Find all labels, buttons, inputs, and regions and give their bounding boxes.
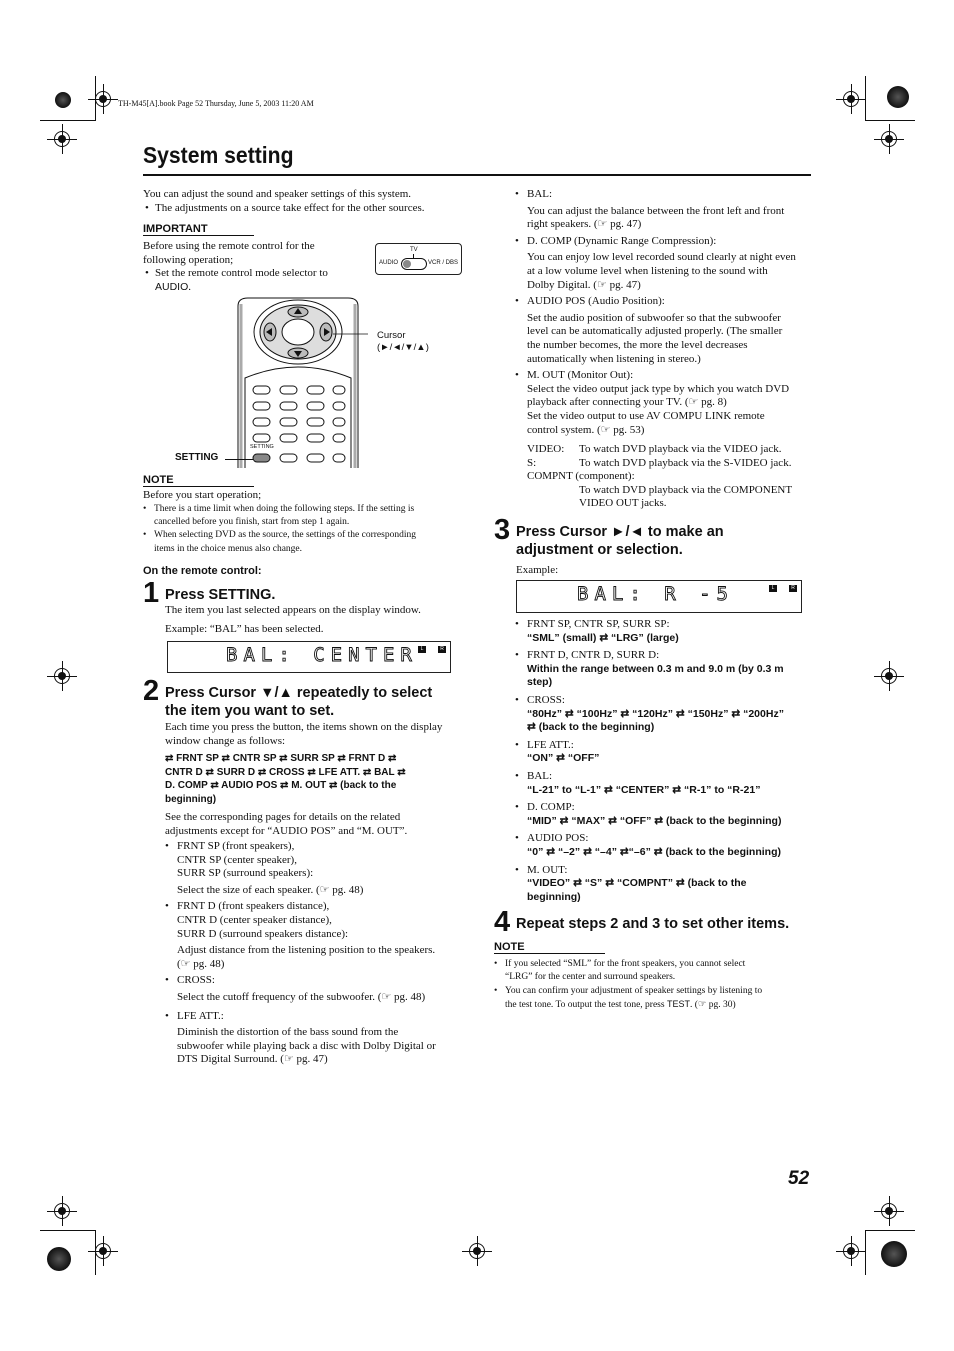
indicator-r: R [789, 585, 797, 592]
intro-line: You can adjust the sound and speaker settings of this system. [143, 188, 412, 200]
step3-example-label: Example: [516, 564, 559, 576]
setting-button-label: SETTING [175, 452, 219, 463]
indicator-r: R [438, 646, 446, 653]
registration-mark-bl [43, 1237, 83, 1277]
note-text: Before you start operation; • There is a time limit when doing the following steps. If the setting is cancelled before you finish, start from step 1 again. • When selecting DVD as the source, the settings of the corresponding items in the choice menus also change. [143, 489, 416, 554]
registration-mark-tl [43, 80, 83, 120]
intro-text [143, 188, 473, 215]
crop-line [865, 1230, 915, 1231]
setting-leader-line [225, 459, 253, 460]
registration-mark-crosshair-tl2 [47, 124, 77, 154]
audio-mode-value: AUDIO [155, 280, 189, 293]
note2-text: • If you selected “SML” for the front speakers, you cannot select “LRG” for the center and surround speakers. • You can confirm your adjustment of speaker settings by listening to the test tone. To output the test tone, press TEST. (☞ pg. 30) [494, 959, 763, 1011]
display-example-center [167, 641, 451, 673]
crop-line [95, 76, 96, 121]
step2-title: Press Cursor ▼/▲ repeatedly to select the item you want to set. [165, 685, 433, 719]
step1-text: The item you last selected appears on the display window. Example: “BAL” has been selected. [165, 604, 421, 635]
registration-mark-crosshair-ml [47, 661, 77, 691]
cursor-label: Cursor (►/◄/▼/▲) [377, 330, 429, 353]
step2-intro: Each time you press the button, the items shown on the display window change as follows: [165, 721, 443, 747]
page-number: 52 [788, 1168, 810, 1189]
page-title: System setting [143, 142, 294, 168]
setting-small-label: SETTING [250, 444, 274, 450]
note-heading: NOTE [143, 474, 254, 487]
registration-mark-crosshair-br [836, 1236, 866, 1266]
registration-mark-br [877, 1237, 917, 1277]
display-text: BAL: CENTER [226, 644, 418, 666]
title-rule [143, 174, 811, 176]
registration-mark-crosshair-tr2 [874, 124, 904, 154]
step3-title: Press Cursor ►/◄ to make an adjustment or selection. [516, 524, 724, 558]
registration-mark-crosshair-tl [88, 84, 118, 114]
remote-control-drawing [228, 296, 368, 468]
on-remote-heading: On the remote control: [143, 565, 262, 577]
test-button-label: TEST [666, 999, 690, 1010]
intro-bullet: • The adjustments on a source take effect for the other sources. [145, 201, 425, 214]
registration-mark-crosshair-tr [836, 84, 866, 114]
registration-mark-crosshair-br2 [874, 1196, 904, 1226]
crop-line [40, 1230, 95, 1231]
remote-control-illustration [228, 296, 368, 468]
registration-mark-crosshair-bc [462, 1236, 492, 1266]
crop-line [865, 120, 915, 121]
registration-mark-tr [877, 80, 917, 120]
registration-mark-crosshair-bl2 [88, 1236, 118, 1266]
crop-line [40, 120, 95, 121]
registration-mark-crosshair-bl [47, 1196, 77, 1226]
crop-line [865, 76, 866, 121]
important-heading: IMPORTANT [143, 223, 254, 236]
step2-items: • FRNT SP (front speakers), CNTR SP (center speaker), SURR SP (surround speakers): Select the size of each speaker. (☞ pg. 48) • FRNT D (front speakers distance), CNTR D (center speaker distance), SURR D (surround speakers distance): Adjust distance from the listening position to the speakers. (☞ pg. 48) • CROSS: Select the cutoff frequency of the subwoofer. (☞ pg. 48) • LFE ATT.: Diminish the distortion of the bass sound from the subwoofer while playing back a disc with Dolby Digital or DTS Digital Surround. (☞ pg. 47) [165, 840, 436, 1066]
indicator-l: L [769, 585, 777, 592]
step4-title: Repeat steps 2 and 3 to set other items. [516, 916, 790, 932]
step3-options: • FRNT SP, CNTR SP, SURR SP: “SML” (small) ⇄ “LRG” (large) • FRNT D, CNTR D, SURR D: Within the range between 0.3 m and 9.0 m (by 0.3 m step) • CROSS: “80Hz” ⇄ “100Hz” ⇄ “120Hz” ⇄ “150Hz” ⇄ “200Hz” ⇄ (back to the beginning) • LFE ATT.: “ON” ⇄ “OFF” • BAL: “L-21” to “L-1” ⇄ “CENTER” ⇄ “R-1” to “R-21” • D. COMP: “MID” ⇄ “MAX” ⇄ “OFF” ⇄ (back to the beginning) • AUDIO POS: “0” ⇄ “–2” ⇄ “–4” ⇄“–6” ⇄ (back to the beginning) • M. OUT: “VIDEO” ⇄ “S” ⇄ “COMPNT” ⇄ (back to the beginning) [515, 618, 784, 903]
display-text: BAL: R -5 [577, 583, 734, 605]
indicator-l: L [418, 646, 426, 653]
right-items: • BAL: You can adjust the balance between the front left and front right speakers. (☞ pg. 47) • D. COMP (Dynamic Range Compression): You can enjoy low level recorded sound clearly at night even at a low volume level when listening to the sound with Dolby Digital. (☞ pg. 47) • AUDIO POS (Audio Position): Set the audio position of subwoofer so that the subwoofer level can be automatically adjusted properly. (The smaller the number becomes, the more the level decreases automatically when listening in stereo.) • M. OUT (Monitor Out): Select the video output jack type by which you watch DVD playback after connecting your TV. (☞ pg. 8) Set the video output to use AV COMPU LINK remote control system. (☞ pg. 53) VIDEO: To watch DVD playback via the VIDEO jack. S: To watch DVD playback via the S-VIDEO jack. COMPNT (component): To watch DVD playback via the COMPONENT VIDEO OUT jacks. [515, 188, 796, 510]
crop-line [865, 1230, 866, 1275]
step2-see: See the corresponding pages for details on the related adjustments except for “AUDIO POS” and “M. OUT”. [165, 811, 408, 837]
step4-number: 4 [494, 906, 511, 938]
step1-title: Press SETTING. [165, 587, 276, 603]
note2-heading: NOTE [494, 941, 605, 954]
step1-number: 1 [143, 577, 160, 609]
step3-number: 3 [494, 514, 511, 546]
mode-selector-switch: TV AUDIO VCR / DBS [375, 243, 462, 275]
registration-mark-crosshair-mr [874, 661, 904, 691]
display-example-r5 [516, 580, 802, 613]
crop-line [95, 1230, 96, 1275]
step2-sequence: ⇄ FRNT SP ⇄ CNTR SP ⇄ SURR SP ⇄ FRNT D ⇄ CNTR D ⇄ SURR D ⇄ CROSS ⇄ LFE ATT. ⇄ BAL ⇄ D. COMP ⇄ AUDIO POS ⇄ M. OUT ⇄ (back to the beginning) [165, 753, 406, 805]
step2-number: 2 [143, 675, 160, 707]
file-header: TH-M45[A].book Page 52 Thursday, June 5, 2003 11:20 AM [118, 99, 314, 108]
switch-slider [401, 258, 427, 270]
important-text: Before using the remote control for the following operation; • Set the remote control mode selector to AUDIO. [143, 240, 328, 293]
